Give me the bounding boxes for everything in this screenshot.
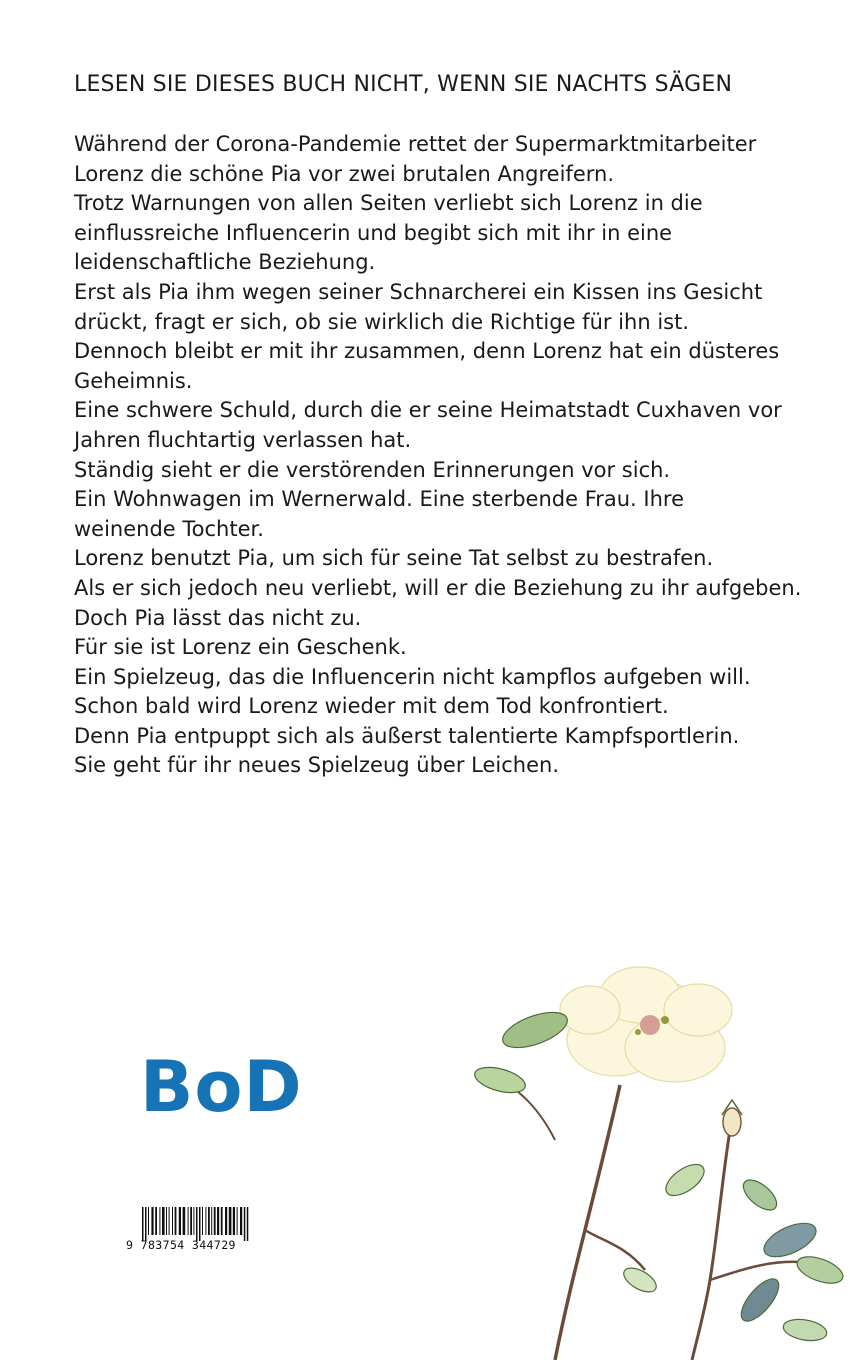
barcode-bar	[208, 1207, 210, 1235]
barcode-bar	[166, 1207, 167, 1235]
blurb-line: Denn Pia entpuppt sich als äußerst talentierte Kampfsportlerin.	[74, 723, 740, 748]
publisher-logo: BoD	[140, 1046, 303, 1128]
barcode-bar	[142, 1207, 144, 1241]
barcode-bar	[188, 1207, 189, 1235]
barcode-digits: 9 783754 344729	[126, 1238, 236, 1252]
barcode-bar	[155, 1207, 157, 1235]
barcode-bars	[142, 1207, 302, 1241]
barcode-bar	[196, 1207, 198, 1241]
isbn-barcode	[126, 1207, 301, 1257]
blurb-line: Sie geht für ihr neues Spielzeug über Leichen.	[74, 753, 559, 778]
blurb-line: Trotz Warnungen von allen Seiten verliebt sich Lorenz in die	[74, 191, 703, 216]
barcode-bar	[221, 1207, 223, 1235]
blurb-line: Ständig sieht er die verstörenden Erinnerungen vor sich.	[74, 457, 671, 482]
blurb-line: leidenschaftliche Beziehung.	[74, 250, 376, 275]
barcode-bar	[179, 1207, 181, 1235]
blurb-line: Erst als Pia ihm wegen seiner Schnarcherei ein Kissen ins Gesicht	[74, 279, 763, 304]
barcode-bar	[183, 1207, 186, 1235]
blurb-line: weinende Tochter.	[74, 516, 264, 541]
barcode-bar	[148, 1207, 149, 1235]
barcode-bar	[205, 1207, 206, 1235]
barcode-bar	[214, 1207, 216, 1235]
blurb-line: Schon bald wird Lorenz wieder mit dem Tod konfrontiert.	[74, 694, 669, 719]
barcode-bar	[151, 1207, 153, 1235]
blurb-line: Dennoch bleibt er mit ihr zusammen, denn Lorenz hat ein düsteres	[74, 339, 780, 364]
blurb-line: Während der Corona-Pandemie rettet der Supermarktmitarbeiter	[74, 132, 757, 156]
barcode-bar	[199, 1207, 201, 1241]
blurb-line: Ein Wohnwagen im Wernerwald. Eine sterbende Frau. Ihre	[74, 487, 685, 512]
barcode-bar	[225, 1207, 227, 1235]
barcode-bar	[190, 1207, 192, 1235]
barcode-bar	[175, 1207, 177, 1235]
barcode-bar	[193, 1207, 194, 1235]
barcode-bar	[247, 1207, 249, 1241]
barcode-bar	[244, 1207, 246, 1241]
barcode-bar	[145, 1207, 147, 1241]
white-rose-icon	[460, 940, 850, 1360]
barcode-bar	[240, 1207, 242, 1235]
barcode-bar	[211, 1207, 212, 1235]
blurb-line: Doch Pia lässt das nicht zu.	[74, 605, 362, 630]
blurb-line: drückt, fragt er sich, ob sie wirklich die Richtige für ihn ist.	[74, 309, 689, 334]
blurb-line: Lorenz benutzt Pia, um sich für seine Tat selbst zu bestrafen.	[74, 546, 714, 571]
blurb-line: Geheimnis.	[74, 368, 193, 393]
barcode-bar	[229, 1207, 232, 1235]
blurb-line: Als er sich jedoch neu verliebt, will er die Beziehung zu ihr aufgeben.	[74, 575, 802, 600]
barcode-bar	[159, 1207, 160, 1235]
blurb-line: Eine schwere Schuld, durch die er seine Heimatstadt Cuxhaven vor	[74, 398, 782, 423]
blurb-line: Lorenz die schöne Pia vor zwei brutalen Angreifern.	[74, 161, 614, 186]
blurb	[74, 130, 814, 781]
barcode-bar	[233, 1207, 235, 1235]
blurb-line: Für sie ist Lorenz ein Geschenk.	[74, 635, 407, 660]
barcode-bar	[237, 1207, 238, 1235]
barcode-bar	[202, 1207, 203, 1235]
barcode-bar	[169, 1207, 170, 1235]
barcode-bar	[172, 1207, 173, 1235]
headline: LESEN SIE DIESES BUCH NICHT, WENN SIE NACHTS SÄGEN	[74, 72, 733, 97]
barcode-bar	[217, 1207, 219, 1235]
blurb-line: Ein Spielzeug, das die Influencerin nicht kampflos aufgeben will.	[74, 664, 751, 689]
blurb-line: einflussreiche Influencerin und begibt sich mit ihr in eine	[74, 220, 673, 245]
barcode-bar	[162, 1207, 165, 1235]
blurb-line: Jahren fluchtartig verlassen hat.	[74, 427, 412, 452]
